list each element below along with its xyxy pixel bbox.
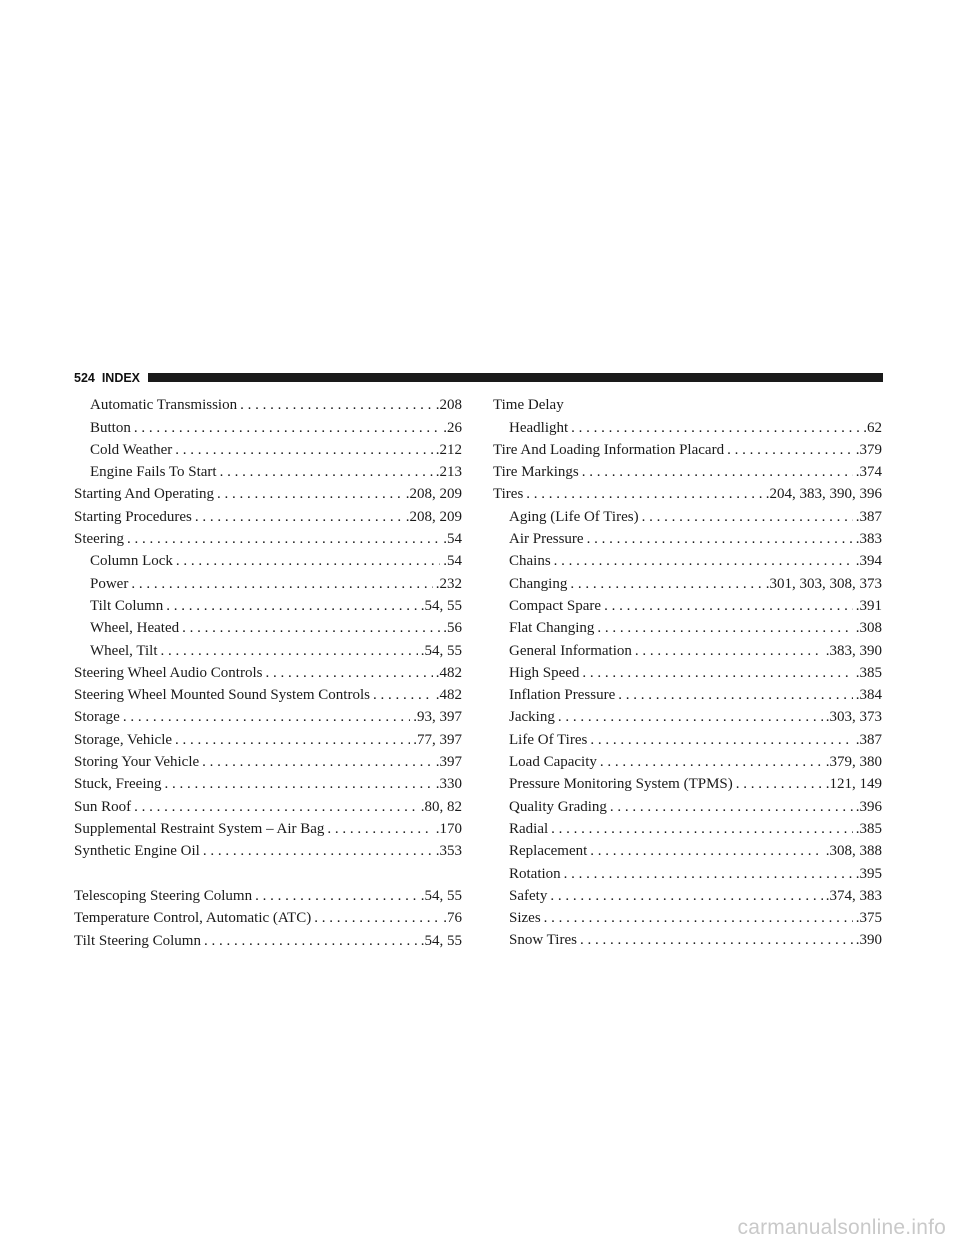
index-entry bbox=[493, 749, 882, 771]
dot-leader bbox=[265, 665, 432, 682]
dot-leader bbox=[131, 576, 432, 593]
index-entry bbox=[74, 593, 462, 615]
dot-leader bbox=[570, 576, 762, 593]
index-entry-pages: .308 bbox=[855, 620, 882, 637]
index-entry-pages: .385 bbox=[855, 664, 882, 681]
dot-leader bbox=[604, 598, 853, 615]
index-entry bbox=[74, 749, 462, 771]
index-entry bbox=[74, 726, 462, 748]
index-entry-label: Starting And Operating bbox=[74, 486, 214, 503]
index-entry-pages: .208, 209 bbox=[405, 508, 462, 525]
index-entry-pages: .204, 383, 390, 396 bbox=[765, 486, 882, 503]
index-entry bbox=[74, 637, 462, 659]
index-entry-label: Sizes bbox=[509, 910, 541, 927]
dot-leader bbox=[175, 732, 410, 749]
index-entry bbox=[493, 481, 882, 503]
index-entry-label: Headlight bbox=[509, 419, 569, 436]
index-entry-label: Chains bbox=[509, 553, 551, 570]
index-entry bbox=[493, 392, 882, 414]
index-entry-pages: .330 bbox=[435, 776, 462, 793]
index-entry-label: Temperature Control, Automatic (ATC) bbox=[74, 910, 312, 927]
index-entry-label: Steering bbox=[74, 531, 124, 548]
index-entry-label: Life Of Tires bbox=[509, 731, 588, 748]
index-entry-pages: .212 bbox=[435, 441, 462, 458]
dot-leader bbox=[558, 709, 823, 726]
dot-leader bbox=[582, 665, 852, 682]
index-entry-label: Quality Grading bbox=[509, 798, 607, 815]
dot-leader bbox=[551, 821, 853, 838]
page-header-label bbox=[74, 371, 140, 385]
index-entry-label: Steering Wheel Mounted Sound System Controls bbox=[74, 687, 370, 704]
dot-leader bbox=[597, 620, 852, 637]
index-entry-pages: .76 bbox=[443, 910, 462, 927]
index-entry bbox=[493, 771, 882, 793]
index-entry-pages: .301, 303, 308, 373 bbox=[765, 575, 882, 592]
page-header bbox=[74, 371, 883, 385]
index-entry-pages: .77, 397 bbox=[413, 731, 462, 748]
index-entry bbox=[493, 660, 882, 682]
index-column-left bbox=[74, 392, 462, 950]
index-entry bbox=[74, 771, 462, 793]
index-entry-pages: .54, 55 bbox=[420, 888, 462, 905]
index-entry bbox=[74, 414, 462, 436]
index-entry-pages: .374 bbox=[855, 464, 882, 481]
dot-leader bbox=[635, 643, 823, 660]
index-entry bbox=[74, 682, 462, 704]
dot-leader bbox=[642, 509, 853, 526]
index-entry bbox=[74, 905, 462, 927]
dot-leader bbox=[203, 843, 433, 860]
dot-leader bbox=[580, 932, 853, 949]
index-entry bbox=[493, 503, 882, 525]
index-entry bbox=[74, 927, 462, 949]
index-entry-pages: .385 bbox=[855, 820, 882, 837]
index-entry-label: Snow Tires bbox=[509, 932, 577, 949]
index-entry bbox=[493, 883, 882, 905]
index-entry-label: Compact Spare bbox=[509, 597, 602, 614]
dot-leader bbox=[327, 821, 432, 838]
dot-leader bbox=[182, 620, 440, 637]
index-entry-pages: .213 bbox=[435, 464, 462, 481]
index-entry bbox=[493, 838, 882, 860]
index-entry-label: Power bbox=[90, 575, 129, 592]
index-entry-label: Steering Wheel Audio Controls bbox=[74, 664, 263, 681]
dot-leader bbox=[134, 799, 418, 816]
index-entry-label: Safety bbox=[509, 887, 548, 904]
dot-leader bbox=[587, 531, 853, 548]
index-entry-pages: .387 bbox=[855, 731, 882, 748]
index-entry bbox=[74, 816, 462, 838]
dot-leader bbox=[217, 486, 403, 503]
index-entry-label: Supplemental Restraint System – Air Bag bbox=[74, 820, 325, 837]
index-entry-label: Replacement bbox=[509, 843, 588, 860]
index-entry-label: High Speed bbox=[509, 664, 580, 681]
index-entry bbox=[493, 860, 882, 882]
index-entry-label: Synthetic Engine Oil bbox=[74, 843, 200, 860]
dot-leader bbox=[373, 687, 433, 704]
index-entry-pages: .93, 397 bbox=[413, 709, 462, 726]
index-entry-label: Tilt Column bbox=[90, 597, 164, 614]
index-entry bbox=[74, 660, 462, 682]
index-entry bbox=[493, 816, 882, 838]
index-entry-pages: .121, 149 bbox=[825, 776, 882, 793]
index-entry bbox=[74, 615, 462, 637]
index-entry-label: Wheel, Tilt bbox=[90, 642, 158, 659]
dot-leader bbox=[600, 754, 823, 771]
index-entry-pages: .54, 55 bbox=[420, 642, 462, 659]
index-entry-pages: .54, 55 bbox=[420, 597, 462, 614]
dot-leader bbox=[195, 509, 403, 526]
dot-leader bbox=[123, 709, 410, 726]
dot-leader bbox=[610, 799, 853, 816]
index-entry bbox=[74, 570, 462, 592]
index-entry-pages: .54 bbox=[443, 531, 462, 548]
index-entry-label: Wheel, Heated bbox=[90, 620, 180, 637]
index-entry-label: Starting Procedures bbox=[74, 508, 192, 525]
index-entry bbox=[493, 526, 882, 548]
dot-leader bbox=[618, 687, 853, 704]
index-entry-label: Tire And Loading Information Placard bbox=[493, 441, 725, 458]
index-entry-pages: .394 bbox=[855, 553, 882, 570]
index-entry bbox=[74, 838, 462, 860]
index-entry-pages: .208, 209 bbox=[405, 486, 462, 503]
dot-leader bbox=[127, 531, 440, 548]
index-entry-pages: .353 bbox=[435, 843, 462, 860]
page-number: 524 bbox=[74, 371, 95, 385]
header-rule bbox=[148, 373, 883, 382]
index-entry-label: Storing Your Vehicle bbox=[74, 754, 200, 771]
index-entry bbox=[493, 793, 882, 815]
index-entry-pages: .390 bbox=[855, 932, 882, 949]
index-entry-label: General Information bbox=[509, 642, 632, 659]
dot-leader bbox=[204, 933, 418, 950]
dot-leader bbox=[220, 464, 433, 481]
index-entry bbox=[493, 593, 882, 615]
index-entry-label: Tires bbox=[493, 486, 524, 503]
dot-leader bbox=[175, 442, 433, 459]
index-entry bbox=[74, 437, 462, 459]
index-entry bbox=[493, 548, 882, 570]
index-entry-label: Rotation bbox=[509, 865, 561, 882]
index-entry-label: Load Capacity bbox=[509, 754, 597, 771]
index-entry-pages: .80, 82 bbox=[420, 798, 462, 815]
index-entry-pages: .379 bbox=[855, 441, 882, 458]
index-entry bbox=[74, 704, 462, 726]
index-entry-pages: .26 bbox=[443, 419, 462, 436]
index-entry bbox=[74, 526, 462, 548]
index-entry bbox=[74, 481, 462, 503]
index-entry-label: Telescoping Steering Column bbox=[74, 888, 253, 905]
dot-leader bbox=[590, 732, 852, 749]
dot-leader bbox=[550, 888, 822, 905]
index-entry-pages: .391 bbox=[855, 597, 882, 614]
index-entry-pages: .303, 373 bbox=[825, 709, 882, 726]
index-entry-pages: .374, 383 bbox=[825, 887, 882, 904]
index-entry bbox=[493, 570, 882, 592]
index-entry-label: Changing bbox=[509, 575, 568, 592]
index-entry-pages: .395 bbox=[855, 865, 882, 882]
dot-leader bbox=[564, 866, 853, 883]
index-entry-label: Engine Fails To Start bbox=[90, 464, 217, 481]
index-entry bbox=[493, 615, 882, 637]
index-entry-label: Inflation Pressure bbox=[509, 687, 616, 704]
index-entry bbox=[493, 927, 882, 949]
index-entry-pages: .379, 380 bbox=[825, 754, 882, 771]
dot-leader bbox=[240, 397, 433, 414]
index-entry-pages: .387 bbox=[855, 508, 882, 525]
index-entry bbox=[493, 414, 882, 436]
index-entry bbox=[74, 392, 462, 414]
index-entry-pages: .397 bbox=[435, 754, 462, 771]
index-entry-label: Storage bbox=[74, 709, 120, 726]
index-entry-pages: .54, 55 bbox=[420, 932, 462, 949]
index-entry-label: Automatic Transmission bbox=[90, 397, 238, 414]
dot-leader bbox=[255, 888, 418, 905]
index-entry-label: Stuck, Freeing bbox=[74, 776, 162, 793]
dot-leader bbox=[582, 464, 853, 481]
section-title: INDEX bbox=[101, 371, 141, 385]
dot-leader bbox=[526, 486, 762, 503]
index-entry-pages: .62 bbox=[863, 419, 882, 436]
index-entry-pages: .54 bbox=[443, 553, 462, 570]
index-entry-label: Sun Roof bbox=[74, 798, 132, 815]
index-entry-pages: .208 bbox=[435, 397, 462, 414]
dot-leader bbox=[165, 776, 433, 793]
index-entry bbox=[493, 726, 882, 748]
index-entry-label: Column Lock bbox=[90, 553, 173, 570]
index-entry-pages: .308, 388 bbox=[825, 843, 882, 860]
index-entry-pages: .383, 390 bbox=[825, 642, 882, 659]
dot-leader bbox=[590, 843, 822, 860]
index-entry-label: Cold Weather bbox=[90, 441, 173, 458]
index-entry-pages: .383 bbox=[855, 531, 882, 548]
index-entry bbox=[74, 503, 462, 525]
index-entry bbox=[493, 905, 882, 927]
index-column-right bbox=[493, 392, 882, 949]
index-entry-pages: .384 bbox=[855, 687, 882, 704]
index-entry-label: Pressure Monitoring System (TPMS) bbox=[509, 776, 733, 793]
index-entry-pages: .232 bbox=[435, 575, 462, 592]
dot-leader bbox=[134, 420, 440, 437]
dot-leader bbox=[176, 553, 440, 570]
index-entry bbox=[493, 637, 882, 659]
index-entry-pages: .56 bbox=[443, 620, 462, 637]
dot-leader bbox=[544, 910, 853, 927]
index-entry-label: Storage, Vehicle bbox=[74, 731, 173, 748]
dot-leader bbox=[571, 420, 860, 437]
index-entry-label: Time Delay bbox=[493, 397, 564, 414]
index-entry-label: Button bbox=[90, 419, 131, 436]
index-entry bbox=[493, 704, 882, 726]
index-entry-label: Jacking bbox=[509, 709, 555, 726]
index-entry-pages: .482 bbox=[435, 664, 462, 681]
index-entry bbox=[74, 793, 462, 815]
index-entry bbox=[74, 548, 462, 570]
dot-leader bbox=[314, 910, 440, 927]
index-entry-pages: .396 bbox=[855, 798, 882, 815]
dot-leader bbox=[202, 754, 433, 771]
index-entry-label: Aging (Life Of Tires) bbox=[509, 508, 639, 525]
index-entry bbox=[493, 437, 882, 459]
index-entry-pages: .375 bbox=[855, 910, 882, 927]
index-entry bbox=[493, 682, 882, 704]
dot-leader bbox=[166, 598, 418, 615]
index-entry-label: Air Pressure bbox=[509, 531, 584, 548]
index-entry-label: Radial bbox=[509, 820, 549, 837]
dot-leader bbox=[554, 553, 853, 570]
dot-leader bbox=[161, 643, 418, 660]
index-entry-pages: .170 bbox=[435, 820, 462, 837]
dot-leader bbox=[736, 776, 823, 793]
index-entry bbox=[74, 459, 462, 481]
dot-leader bbox=[727, 442, 853, 459]
index-entry-label: Flat Changing bbox=[509, 620, 595, 637]
index-entry-label: Tilt Steering Column bbox=[74, 932, 201, 949]
index-entry-label: Tire Markings bbox=[493, 464, 579, 481]
index-entry-pages: .482 bbox=[435, 687, 462, 704]
watermark: carmanualsonline.info bbox=[737, 1216, 946, 1239]
index-entry bbox=[493, 459, 882, 481]
index-entry bbox=[74, 883, 462, 905]
